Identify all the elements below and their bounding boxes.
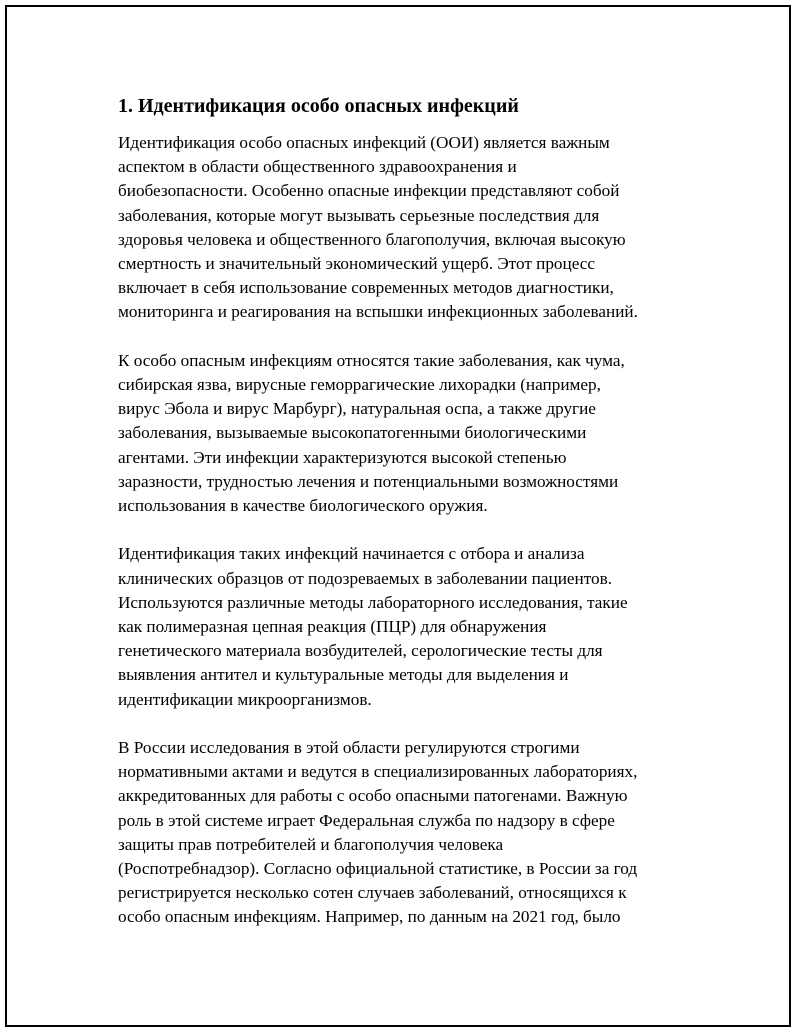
text-line: вирус Эбола и вирус Марбург), натуральная оспа, а также другие	[118, 399, 596, 419]
text-line: здоровья человека и общественного благополучия, включая высокую	[118, 229, 626, 249]
text-line: выявления антител и культуральные методы для выделения и	[118, 665, 569, 685]
paragraph-2	[118, 349, 698, 518]
text-line: мониторинга и реагирования на вспышки инфекционных заболеваний.	[118, 302, 638, 322]
text-line: смертность и значительный экономический ущерб. Этот процесс	[118, 254, 596, 274]
text-line: Идентификация таких инфекций начинается с отбора и анализа	[118, 544, 585, 564]
text-line: генетического материала возбудителей, серологические тесты для	[118, 641, 603, 661]
section-heading: 1. Идентификация особо опасных инфекций	[118, 95, 519, 117]
text-line: (Роспотребнадзор). Согласно официальной статистике, в России за год	[118, 859, 638, 879]
text-line: включает в себя использование современных методов диагностики,	[118, 278, 614, 298]
text-line: заболевания, вызываемые высокопатогенными биологическими	[118, 423, 587, 443]
paragraph-1	[118, 131, 698, 325]
paragraph-4	[118, 736, 698, 930]
text-line: использования в качестве биологического оружия.	[118, 496, 488, 516]
paragraph-3	[118, 542, 698, 711]
text-line: Идентификация особо опасных инфекций (ООИ) является важным	[118, 133, 610, 152]
text-line: как полимеразная цепная реакция (ПЦР) для обнаружения	[118, 617, 547, 637]
text-line: сибирская язва, вирусные геморрагические лихорадки (например,	[118, 375, 601, 395]
text-line: аспектом в области общественного здравоохранения и	[118, 157, 517, 177]
text-line: К особо опасным инфекциям относятся такие заболевания, как чума,	[118, 350, 625, 370]
text-line: нормативными актами и ведутся в специализированных лабораториях,	[118, 762, 638, 782]
text-line: особо опасным инфекциям. Например, по данным на 2021 год, было	[118, 907, 621, 927]
document-body	[118, 92, 698, 954]
text-line: заразности, трудностью лечения и потенциальными возможностями	[118, 471, 619, 491]
text-line: заболевания, которые могут вызывать серьезные последствия для	[118, 205, 600, 225]
text-line: клинических образцов от подозреваемых в заболевании пациентов.	[118, 568, 613, 588]
text-line: В России исследования в этой области регулируются строгими	[118, 738, 580, 758]
text-line: идентификации микроорганизмов.	[118, 689, 372, 709]
text-line: биобезопасности. Особенно опасные инфекции представляют собой	[118, 181, 620, 201]
text-line: агентами. Эти инфекции характеризуются высокой степенью	[118, 447, 567, 467]
text-line: Используются различные методы лабораторного исследования, такие	[118, 592, 628, 612]
text-line: регистрируется несколько сотен случаев заболеваний, относящихся к	[118, 883, 627, 903]
text-line: роль в этой системе играет Федеральная служба по надзору в сфере	[118, 810, 615, 830]
text-line: аккредитованных для работы с особо опасными патогенами. Важную	[118, 786, 628, 806]
text-line: защиты прав потребителей и благополучия человека	[118, 834, 504, 854]
